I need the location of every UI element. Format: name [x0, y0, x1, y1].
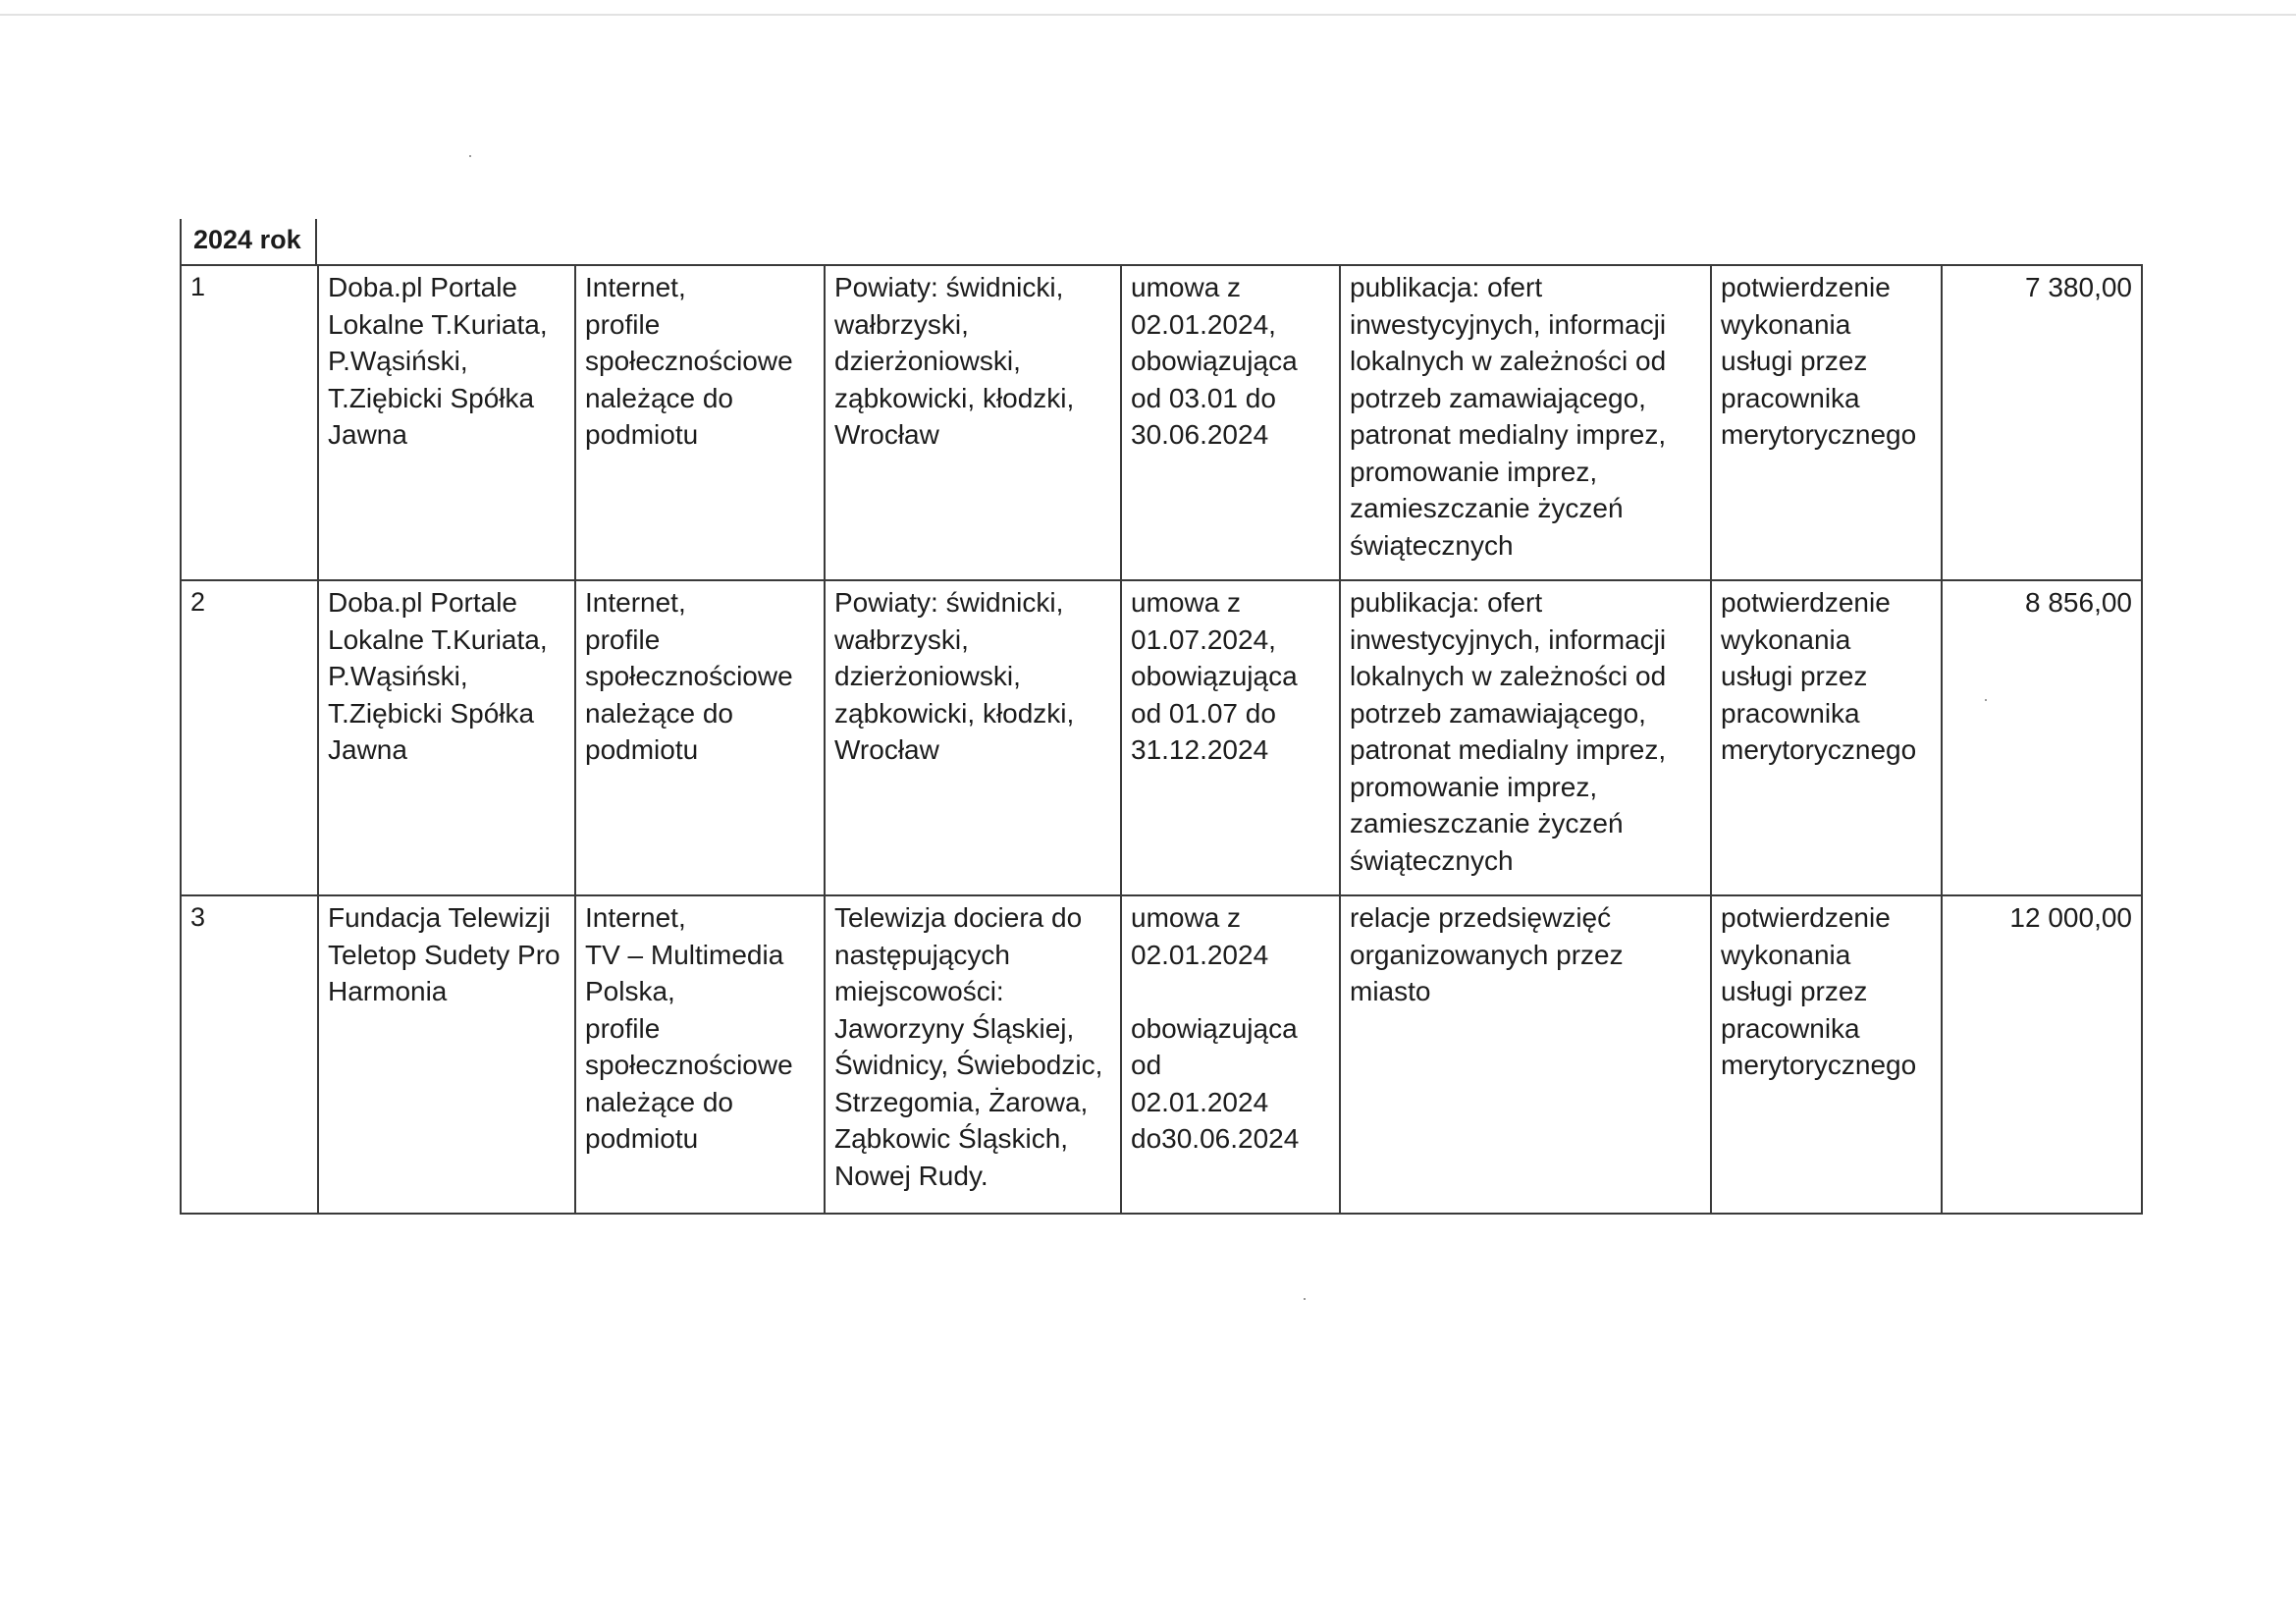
coverage-area: Telewizja dociera do następujących miejscowości: Jaworzyny Śląskiej, Świdnicy, Świebodzic, Strzegomia, Żarowa, Ząbkowic Śląskich, Nowej Rudy. — [825, 895, 1121, 1214]
confirmation-method: potwierdzenie wykonania usługi przez pracownika merytorycznego — [1711, 265, 1942, 580]
service-scope: publikacja: ofert inwestycyjnych, informacji lokalnych w zależności od potrzeb zamawiającego, patronat medialny imprez, promowanie imprez, zamieszczanie życzeń świątecznych — [1340, 580, 1711, 895]
service-scope: relacje przedsięwzięć organizowanych przez miasto — [1340, 895, 1711, 1214]
scan-speck — [469, 155, 471, 157]
service-scope: publikacja: ofert inwestycyjnych, informacji lokalnych w zależności od potrzeb zamawiającego, patronat medialny imprez, promowanie imprez, zamieszczanie życzeń świątecznych — [1340, 265, 1711, 580]
table-row — [181, 265, 2142, 580]
entity-name: Fundacja Telewizji Teletop Sudety Pro Harmonia — [318, 895, 575, 1214]
amount-value: 12 000,00 — [1942, 895, 2142, 1214]
confirmation-method: potwierdzenie wykonania usługi przez pracownika merytorycznego — [1711, 580, 1942, 895]
medium-channel: Internet, TV – Multimedia Polska, profile społecznościowe należące do podmiotu — [575, 895, 825, 1214]
table-row — [181, 895, 2142, 1214]
scan-speck — [1985, 699, 1987, 701]
scan-speck — [1304, 1298, 1306, 1300]
table-row — [181, 580, 2142, 895]
contract-period: umowa z 02.01.2024, obowiązująca od 03.01 do 30.06.2024 — [1121, 265, 1340, 580]
medium-channel: Internet, profile społecznościowe należące do podmiotu — [575, 265, 825, 580]
coverage-area: Powiaty: świdnicki, wałbrzyski, dzierżoniowski, ząbkowicki, kłodzki, Wrocław — [825, 580, 1121, 895]
scan-top-edge — [0, 14, 2296, 16]
row-number: 3 — [181, 895, 318, 1214]
contracts-table — [180, 264, 2143, 1215]
contract-period: umowa z 01.07.2024, obowiązująca od 01.07 do 31.12.2024 — [1121, 580, 1340, 895]
row-number: 1 — [181, 265, 318, 580]
coverage-area: Powiaty: świdnicki, wałbrzyski, dzierżoniowski, ząbkowicki, kłodzki, Wrocław — [825, 265, 1121, 580]
row-number: 2 — [181, 580, 318, 895]
entity-name: Doba.pl Portale Lokalne T.Kuriata, P.Wąsiński, T.Ziębicki Spółka Jawna — [318, 580, 575, 895]
medium-channel: Internet, profile społecznościowe należące do podmiotu — [575, 580, 825, 895]
entity-name: Doba.pl Portale Lokalne T.Kuriata, P.Wąsiński, T.Ziębicki Spółka Jawna — [318, 265, 575, 580]
amount-value: 7 380,00 — [1942, 265, 2142, 580]
confirmation-method: potwierdzenie wykonania usługi przez pracownika merytorycznego — [1711, 895, 1942, 1214]
contract-period: umowa z 02.01.2024 obowiązująca od 02.01.2024 do30.06.2024 — [1121, 895, 1340, 1214]
year-header-cell — [180, 219, 317, 264]
amount-value: 8 856,00 — [1942, 580, 2142, 895]
year-label: 2024 rok — [193, 225, 301, 254]
